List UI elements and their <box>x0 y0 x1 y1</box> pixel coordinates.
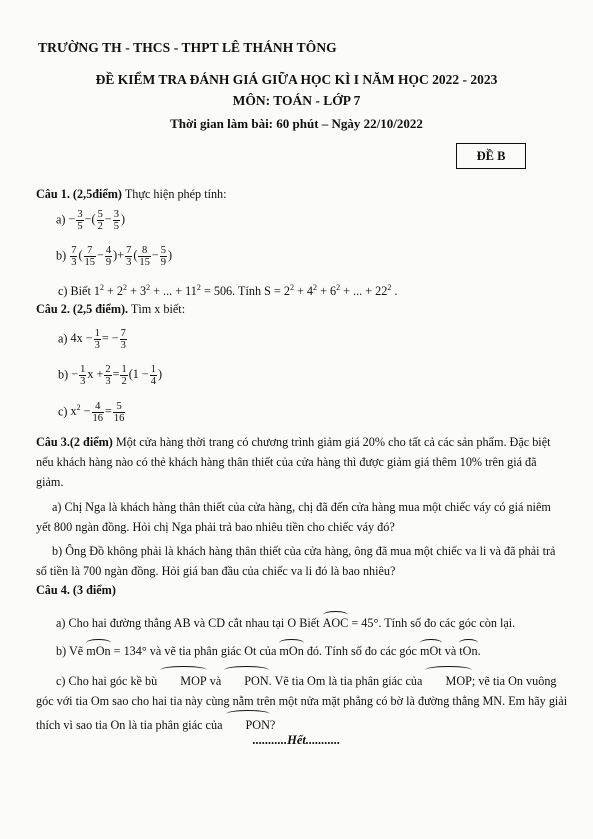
exam-title: ĐỀ KIỂM TRA ĐÁNH GIÁ GIỮA HỌC KÌ I NĂM HỌC 2022 - 2023 <box>95 72 498 87</box>
q4-b-text-4: và <box>444 644 457 658</box>
q4-c-text-4: ; vẽ tia On vuông góc với tia Om sao cho hai tia này cùng nằm trên một nửa mặt phẳng có bờ là đường thẳng MN. Em hãy giải thích vì sao tia On là tia phân giác của <box>36 674 568 732</box>
q2-c-label: c) <box>58 404 68 419</box>
q1-b <box>56 245 172 268</box>
q4-b-text-3: đó. Tính số đo các góc <box>306 644 417 658</box>
q1-prompt: Thực hiện phép tính: <box>124 187 227 201</box>
time-line: Thời gian làm bài: 60 phút – Ngày 22/10/2022 <box>170 116 423 131</box>
q4-c-text-2: và <box>209 674 222 688</box>
exam-code-box: ĐỀ B <box>456 143 526 169</box>
q4-c-text-3: . Vẽ tia Om là tia phân giác của <box>268 674 423 688</box>
q4-a-text-2: = 45°. Tính số đo các góc còn lại. <box>351 616 516 630</box>
q1-a <box>56 209 125 232</box>
q2-a-label: a) <box>58 331 68 346</box>
q4-c <box>36 667 568 735</box>
q1-c-target-sum: $S = 2^2 + 4^2 + 6^2$ + ... + $22^2$ . <box>264 283 398 299</box>
q4-c-angle-pon-repeat: PON <box>226 711 270 735</box>
q3-title: Câu 3.(2 điểm) <box>36 435 113 449</box>
q1-c-text-1: c) Biết <box>58 284 91 299</box>
q2-b <box>58 364 162 387</box>
q4-a-angle: AOC <box>323 612 349 631</box>
q1-c <box>58 283 397 299</box>
q3-intro <box>36 432 566 492</box>
q4-c-angle-pon: PON <box>224 667 268 691</box>
q4-title: Câu 4. (3 điểm) <box>36 583 116 597</box>
q2-c-expression: $x^2$ − $\frac{4}{16}$ = $\frac{5}{16}$ <box>70 401 125 424</box>
q2-heading <box>36 302 185 317</box>
q2-c <box>58 401 126 424</box>
q4-a-text-1: a) Cho hai đường thẳng AB và CD cắt nhau tại O Biết <box>56 616 320 630</box>
q2-b-expression: − $\frac{1}{3}$ x + $\frac{2}{3}$ = $\frac{1}{2}$ (1 − $\frac{1}{4}$ ) <box>71 364 163 387</box>
q1-c-text-2: . Tính <box>232 284 262 299</box>
q4-b-text-1: b) Vẽ <box>56 644 84 658</box>
q3-intro-1: Một cửa hàng thời trang có chương trình giảm giá 20% cho tất cả các sản phẩm. <box>115 435 507 449</box>
q4-b-angle-mot: mOt <box>420 640 442 659</box>
q4-a <box>56 612 515 631</box>
q3-b: b) Ông Đồ không phải là khách hàng thân thiết của cửa hàng, ông đã mua một chiếc va li và đã phải trả số tiền là 700 ngàn đồng. Hỏi giá ban đầu của chiếc va li đó là bao nhiêu? <box>36 544 556 578</box>
q2-title: Câu 2. (2,5 điểm). <box>36 302 129 316</box>
q3-intro-2: Đặc biệt nếu khách hàng nào có thẻ khách hàng thân thiết của cửa hàng thì được giảm giá thêm 10% trên giá đã giảm. <box>36 435 551 489</box>
q1-heading <box>36 187 227 202</box>
q4-b: b) Vẽ mOn = 134° và vẽ tia phân giác Ot của mOn đó. Tính số đo các góc mOt và tOn. <box>56 640 481 659</box>
q4-b-angle-repeat: mOn <box>279 640 303 659</box>
q1-a-expression: − $\frac{3}{5}$ −( $\frac{5}{2}$ − $\frac{3}{5}$ ) <box>68 209 126 232</box>
q4-b-angle-ton: tOn <box>459 640 477 659</box>
q1-a-label: a) <box>56 212 66 227</box>
q3-a: a) Chị Nga là khách hàng thân thiết của cửa hàng, chị đã đến cửa hàng mua một chiếc váy có giá niêm yết 800 ngàn đồng. Hỏi chị Nga phải trả bao nhiêu tiền cho chiếc váy đó? <box>36 500 551 534</box>
q4-c-text-1: c) Cho hai góc kề bù <box>56 674 158 688</box>
q4-b-text-2: = 134° và vẽ tia phân giác Ot của <box>113 644 277 658</box>
q1-b-label: b) <box>56 248 67 263</box>
q1-c-known-sum: $1^2 + 2^2 + 3^2$ + ... + $11^2 = 506$ <box>93 283 233 299</box>
end-marker: ...........Hết........... <box>252 733 341 747</box>
q4-b-angle: mOn <box>86 640 110 659</box>
school-name: TRƯỜNG TH - THCS - THPT LÊ THÁNH TÔNG <box>38 40 337 55</box>
q2-b-label: b) <box>58 367 69 382</box>
q1-title: Câu 1. (2,5điểm) <box>36 187 122 201</box>
q1-b-expression: $\frac{7}{3}$ ( $\frac{7}{15}$ − $\frac{4}{9}$ )+ $\frac{7}{3}$ ( $\frac{8}{15}$ − $\frac{5}{9}$ ) <box>71 245 173 268</box>
q4-c-angle-mop: MOP <box>160 667 206 691</box>
q2-prompt: Tìm x biết: <box>130 302 186 316</box>
q4-c-angle-mop-repeat: MOP <box>425 667 471 691</box>
q2-a-expression: 4x − $\frac{1}{3}$ = − $\frac{7}{3}$ <box>70 328 126 351</box>
q4-c-text-5: ? <box>269 718 276 732</box>
q2-a <box>58 328 128 351</box>
subject-line: MÔN: TOÁN - LỚP 7 <box>232 93 361 108</box>
